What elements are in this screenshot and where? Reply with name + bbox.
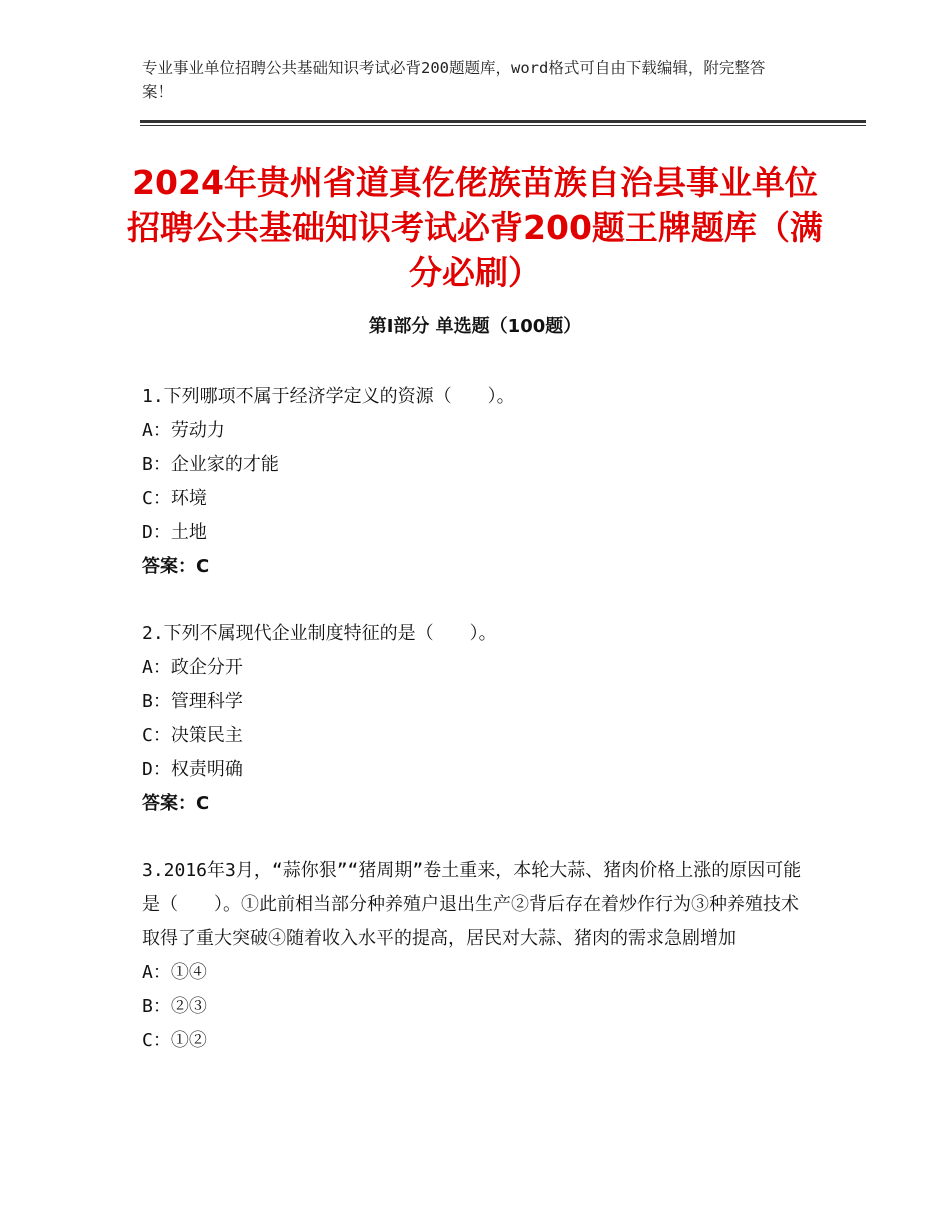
question-option-a: A：政企分开 [142,657,243,678]
document-title: 2024年贵州省道真仡佬族苗族自治县事业单位招聘公共基础知识考试必背200题王牌题库（满分必刷） [127,163,823,292]
header-divider-thick [140,120,866,123]
question-stem: 3.2016年3月，“蒜你狠”“猪周期”卷土重来，本轮大蒜、猪肉价格上涨的原因可能是（ ）。①此前相当部分种养殖户退出生产②背后存在着炒作行为③种养殖技术取得了重大突破④随着收入水平的提高，居民对大蒜、猪肉的需求急剧增加 [142,860,802,949]
question-option-b: B：企业家的才能 [142,454,279,475]
question-option-c: C：环境 [142,488,207,509]
question-option-b: B：②③ [142,996,207,1017]
question-option-d: D：权责明确 [142,759,243,780]
question-option-a: A：①④ [142,962,207,983]
question-2 [142,617,802,821]
header-note: 专业事业单位招聘公共基础知识考试必背200题题库，word格式可自由下载编辑，附完整答案！ [142,59,766,101]
question-option-b: B：管理科学 [142,691,243,712]
header-divider-thin [140,125,866,126]
section-title: 第Ⅰ部分 单选题（100题） [368,316,582,337]
question-answer: 答案：C [142,793,210,814]
question-option-d: D：土地 [142,522,207,543]
question-stem: 1.下列哪项不属于经济学定义的资源（ ）。 [142,386,515,407]
question-answer: 答案：C [142,556,210,577]
question-option-a: A：劳动力 [142,420,225,441]
question-3 [142,854,802,1058]
question-1 [142,380,802,584]
question-option-c: C：①② [142,1030,207,1051]
question-stem: 2.下列不属现代企业制度特征的是（ ）。 [142,623,497,644]
question-list [142,380,802,1091]
question-option-c: C：决策民主 [142,725,243,746]
